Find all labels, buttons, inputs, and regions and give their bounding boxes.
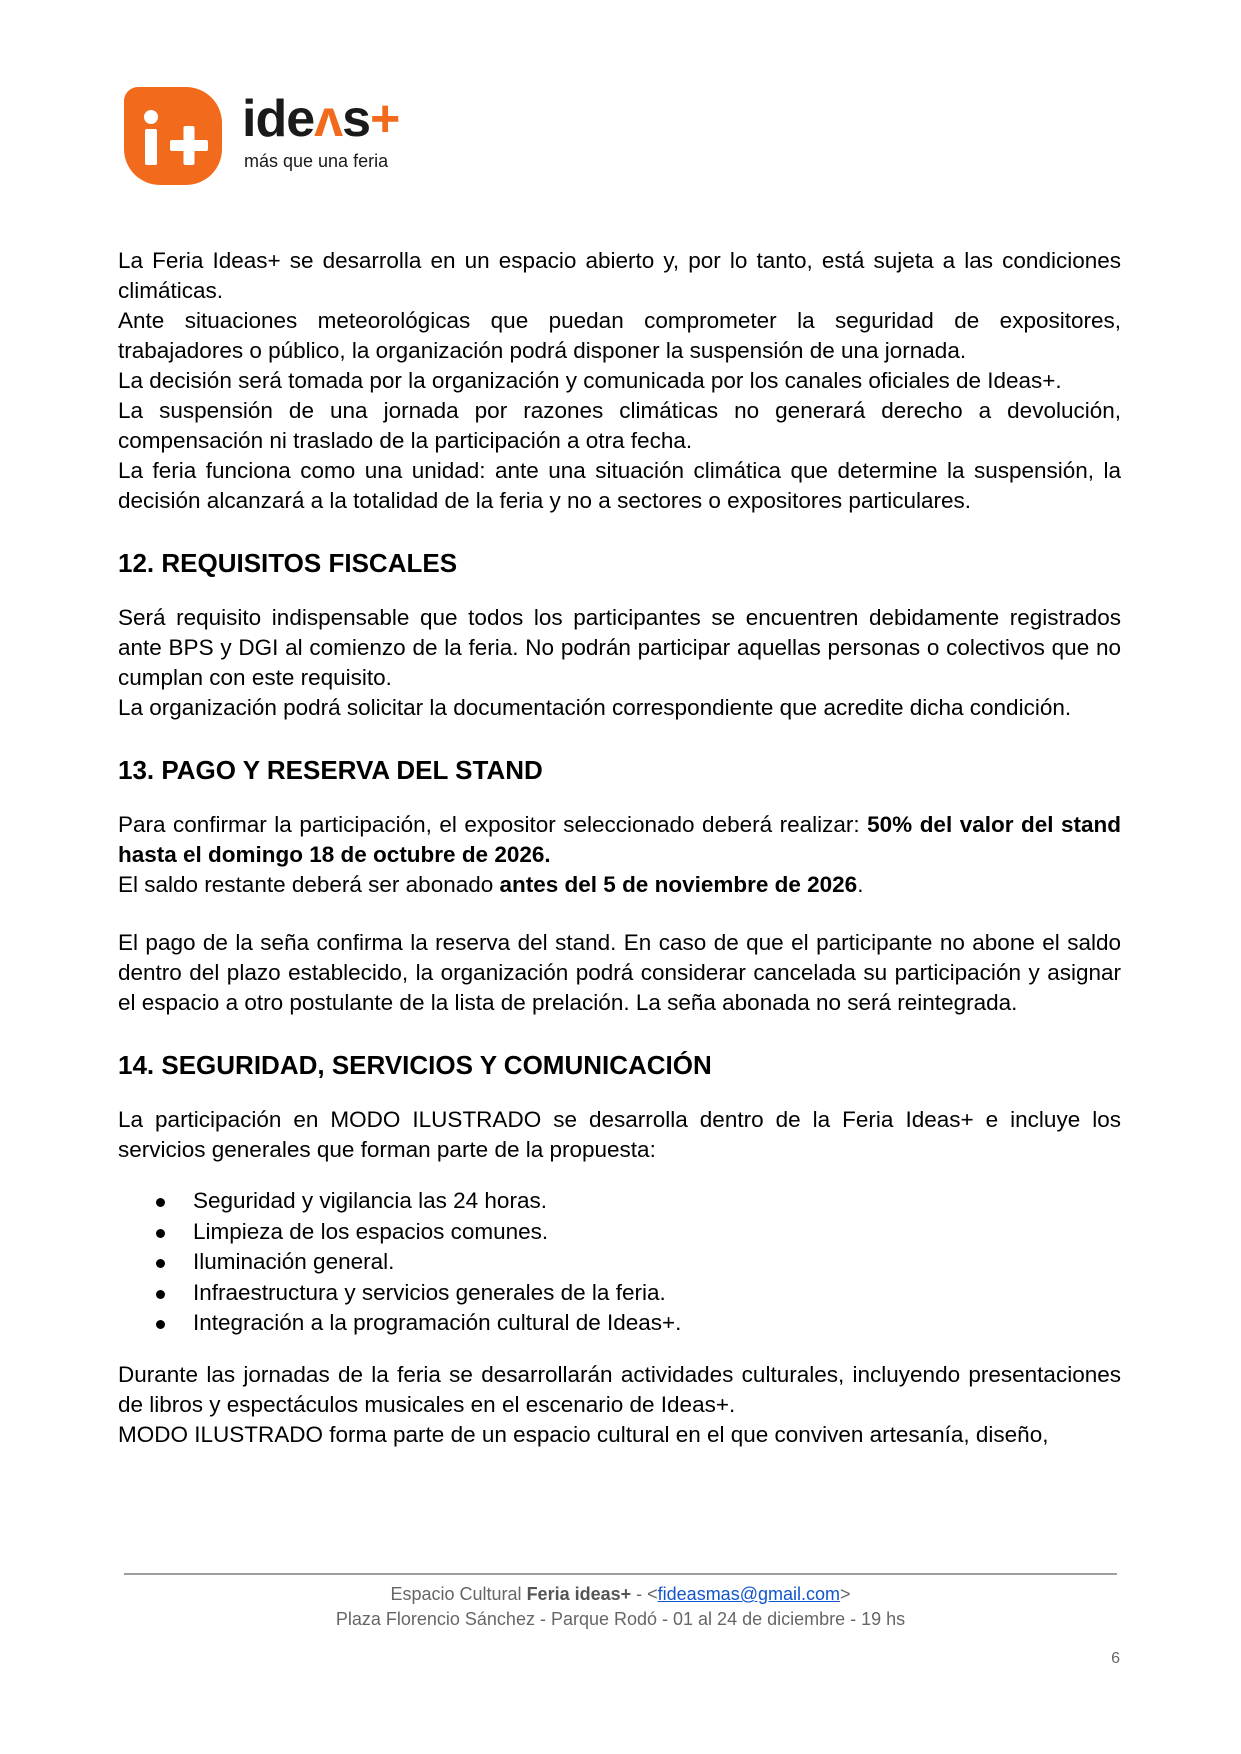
bullet-icon — [156, 1259, 165, 1268]
deposit-deadline: 50% del valor del stand hasta el domingo 18 de octubre de 2026. — [118, 812, 1122, 867]
section-14-paragraph: Durante las jornadas de la feria se desarrollarán actividades culturales, incluyendo presentaciones de libros y espectáculos musicales en el escenario de Ideas+. — [118, 1361, 1121, 1417]
section-12-paragraph: La organización podrá solicitar la documentación correspondiente que acredite dicha condición. — [118, 695, 1072, 720]
footer-line-2: Plaza Florencio Sánchez - Parque Rodó - 01 al 24 de diciembre - 19 hs — [335, 1609, 906, 1629]
bullet-icon — [156, 1229, 165, 1238]
logo-wordmark: ideʌs+ — [242, 90, 400, 148]
list-item: Seguridad y vigilancia las 24 horas. — [118, 1186, 1121, 1217]
footer-line-1: Espacio Cultural Feria ideas+ - <fideasmas@gmail.com> — [390, 1584, 851, 1604]
ideas-logo-mark-icon — [124, 87, 222, 185]
intro-paragraph: La decisión será tomada por la organización y comunicada por los canales oficiales de Ideas+. — [118, 368, 1062, 393]
section-13-paragraph: El saldo restante deberá ser abonado antes del 5 de noviembre de 2026. — [118, 872, 864, 897]
section-13-paragraph: El pago de la seña confirma la reserva del stand. En caso de que el participante no abone el saldo dentro del plazo establecido, la organización podrá considerar cancelada su participación y asignar el espacio a otro postulante de la lista de prelación. La seña abonada no será reintegrada. — [118, 930, 1121, 1015]
ideas-logo — [124, 87, 424, 187]
bullet-icon — [156, 1320, 165, 1329]
list-item: Limpieza de los espacios comunes. — [118, 1217, 1121, 1248]
section-heading-14: 14. SEGURIDAD, SERVICIOS Y COMUNICACIÓN — [118, 1050, 712, 1080]
section-13-paragraph: Para confirmar la participación, el expositor seleccionado deberá realizar: 50% del valor del stand hasta el domingo 18 de octubre de 2026. — [118, 812, 1122, 867]
balance-deadline: antes del 5 de noviembre de 2026 — [499, 872, 858, 897]
section-12-paragraph: Será requisito indispensable que todos los participantes se encuentren debidamente registrados ante BPS y DGI al comienzo de la feria. No podrán participar aquellas personas o colectivos que no cumplan con este requisito. — [118, 605, 1121, 690]
bullet-icon — [156, 1198, 165, 1207]
list-item: Integración a la programación cultural de Ideas+. — [118, 1308, 1121, 1339]
intro-paragraph: Ante situaciones meteorológicas que puedan comprometer la seguridad de expositores, trabajadores o público, la organización podrá disponer la suspensión de una jornada. — [118, 308, 1121, 363]
footer-divider — [124, 1573, 1117, 1575]
services-list — [118, 1186, 1121, 1339]
page-footer — [124, 1582, 1117, 1632]
list-item: Iluminación general. — [118, 1247, 1121, 1278]
footer-email-link[interactable]: fideasmas@gmail.com — [657, 1584, 840, 1604]
logo-tagline: más que una feria — [244, 151, 389, 171]
document-body — [118, 246, 1121, 1450]
section-heading-13: 13. PAGO Y RESERVA DEL STAND — [118, 755, 543, 785]
intro-paragraph: La feria funciona como una unidad: ante una situación climática que determine la suspensión, la decisión alcanzará a la totalidad de la feria y no a sectores o expositores particulares. — [118, 458, 1121, 513]
section-14-paragraph: La participación en MODO ILUSTRADO se desarrolla dentro de la Feria Ideas+ e incluye los servicios generales que forman parte de la propuesta: — [118, 1107, 1121, 1162]
bullet-icon — [156, 1290, 165, 1299]
list-item: Infraestructura y servicios generales de la feria. — [118, 1278, 1121, 1309]
intro-paragraph: La suspensión de una jornada por razones climáticas no generará derecho a devolución, compensación ni traslado de la participación a otra fecha. — [118, 398, 1121, 453]
section-14-paragraph: MODO ILUSTRADO forma parte de un espacio cultural en el que conviven artesanía, diseño, — [118, 1421, 1049, 1447]
intro-paragraph: La Feria Ideas+ se desarrolla en un espacio abierto y, por lo tanto, está sujeta a las condiciones climáticas. — [118, 248, 1121, 303]
page-number: 6 — [1111, 1650, 1120, 1667]
section-heading-12: 12. REQUISITOS FISCALES — [118, 548, 458, 578]
